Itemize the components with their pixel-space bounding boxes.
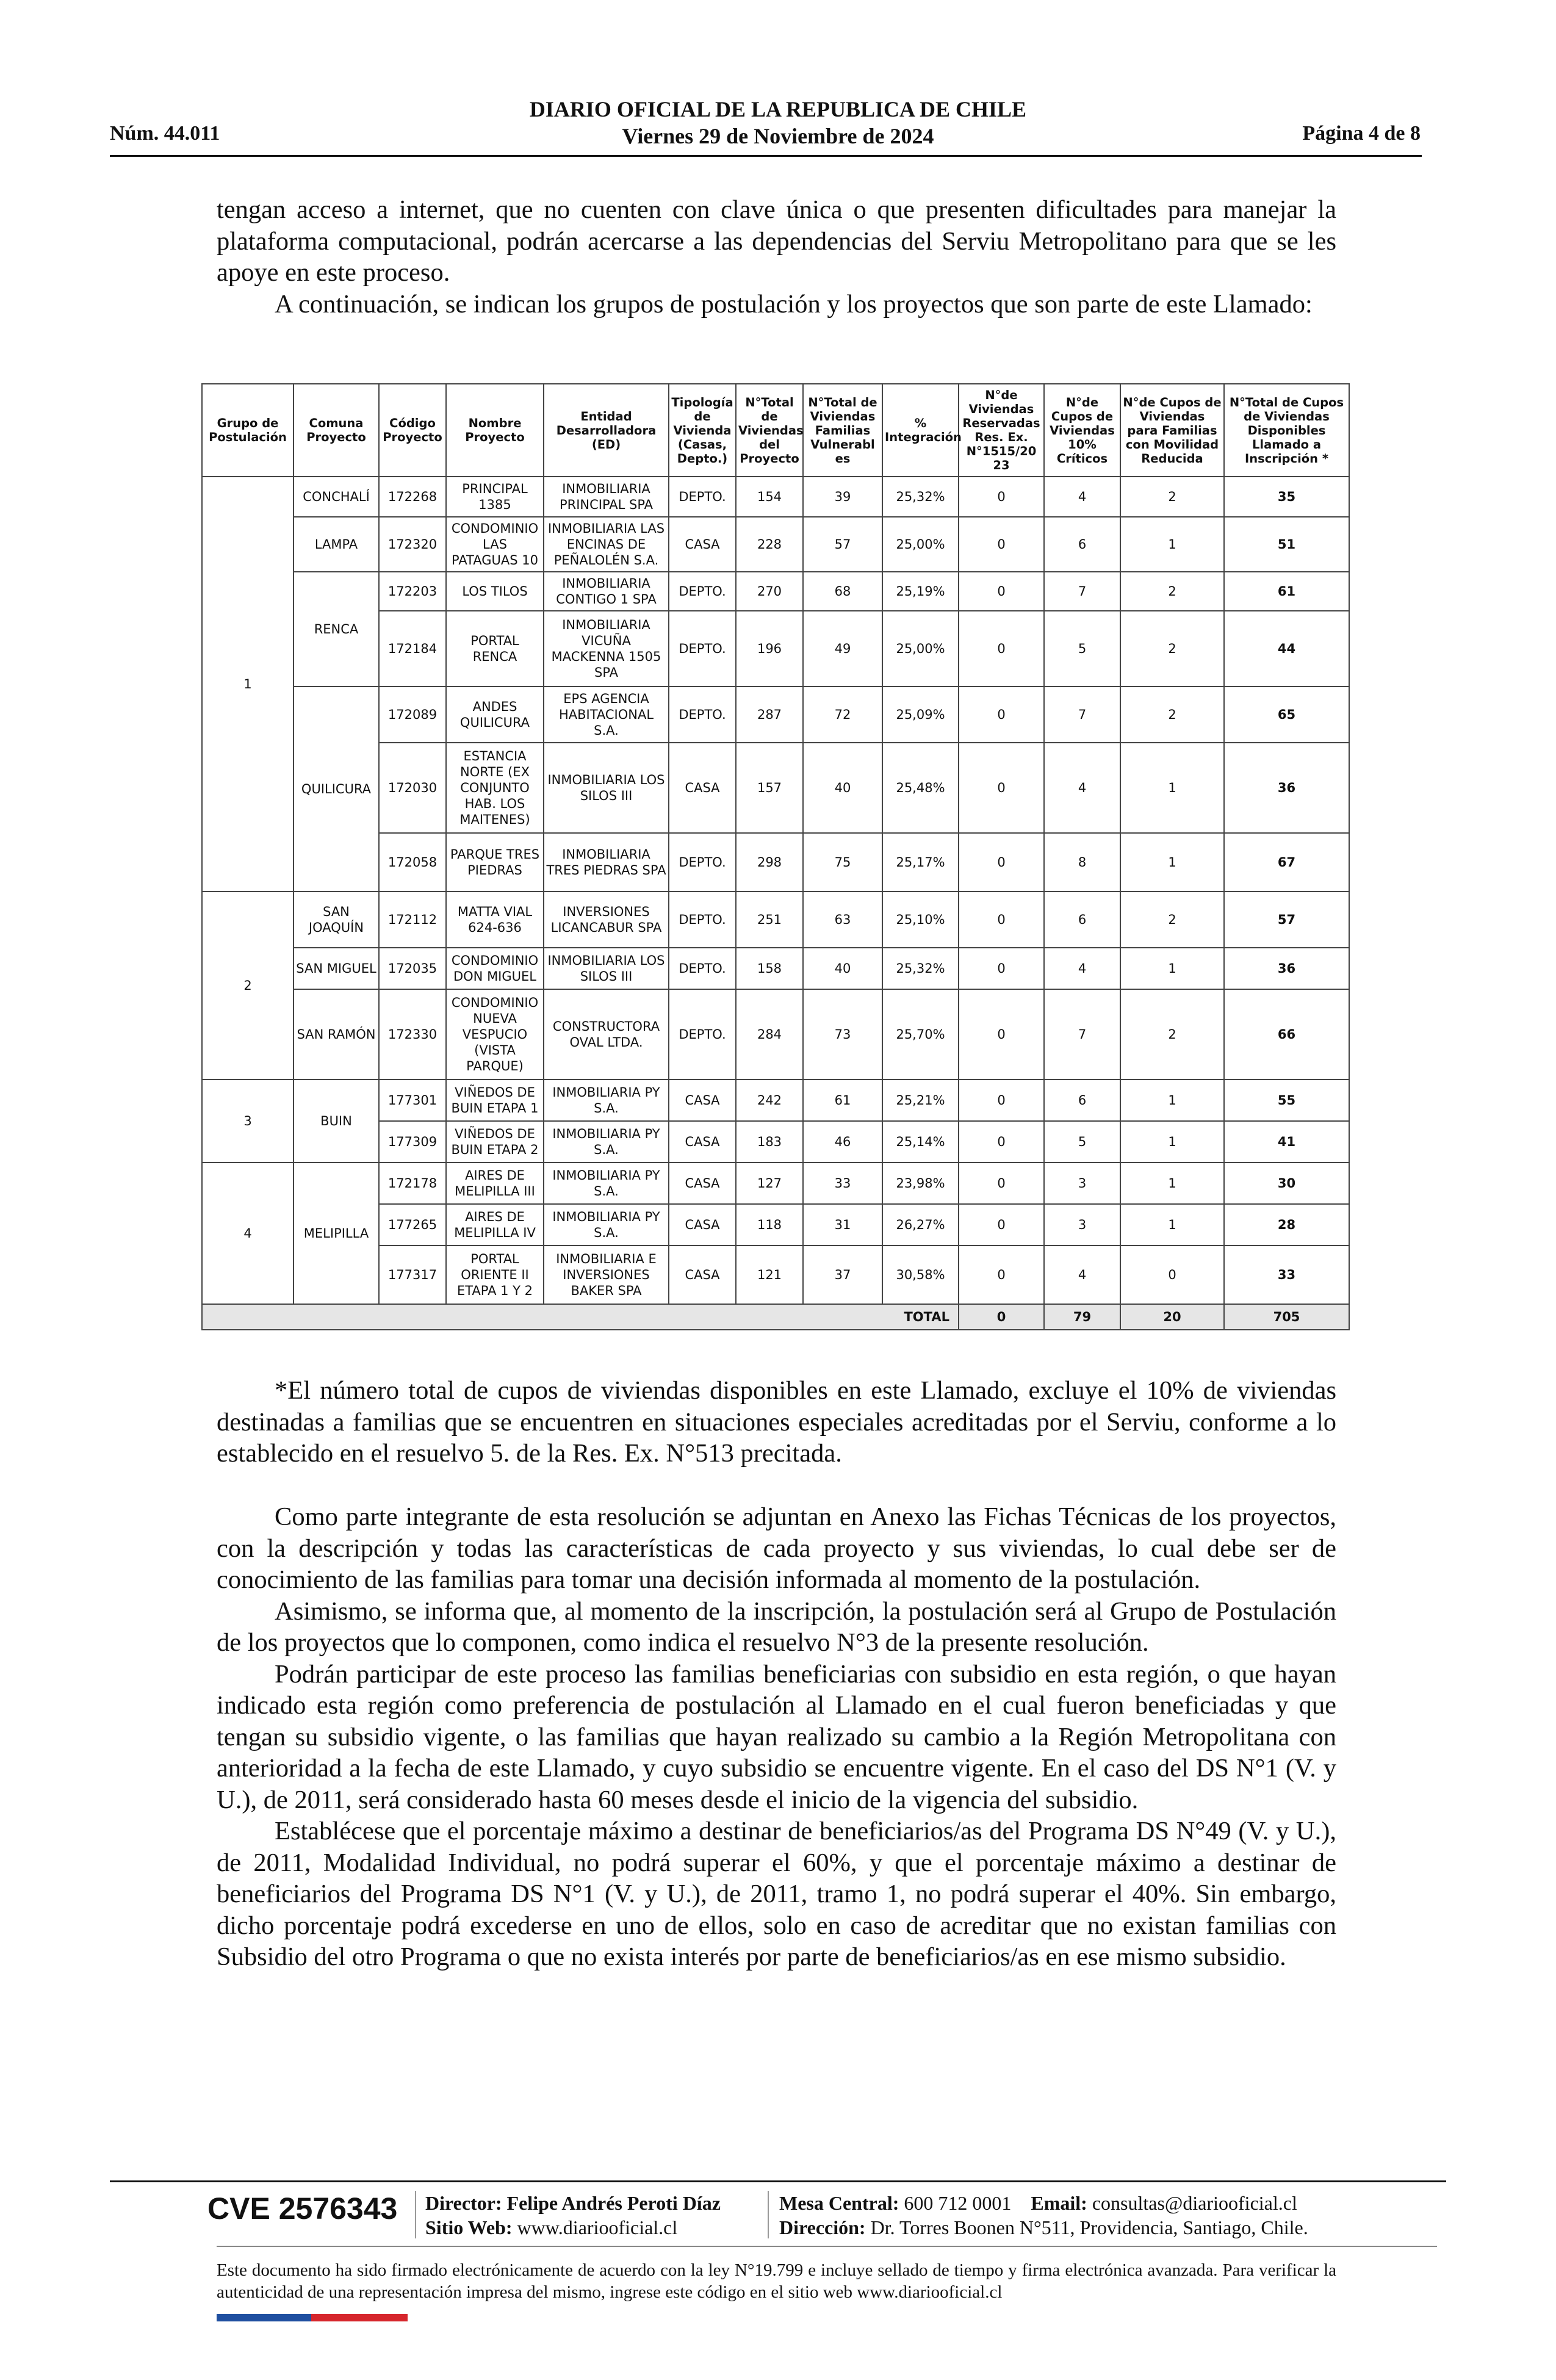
tipologia-cell: CASA	[669, 1204, 736, 1246]
integracion-cell: 30,58%	[882, 1246, 959, 1304]
integracion-cell: 26,27%	[882, 1204, 959, 1246]
criticos-cell: 4	[1044, 1246, 1120, 1304]
group-cell: 2	[202, 892, 294, 1080]
flag-stripe-red	[311, 2314, 408, 2321]
integracion-cell: 23,98%	[882, 1163, 959, 1204]
disponibles-cell: 61	[1224, 572, 1349, 611]
column-header: Entidad Desarrolladora (ED)	[544, 384, 669, 477]
column-header: Código Proyecto	[379, 384, 446, 477]
disponibles-cell: 41	[1224, 1121, 1349, 1163]
entidad-cell: INMOBILIARIA CONTIGO 1 SPA	[544, 572, 669, 611]
projects-table	[201, 383, 1350, 1330]
integracion-cell: 25,10%	[882, 892, 959, 948]
cve-code: CVE 2576343	[207, 2191, 398, 2226]
table-row	[202, 687, 1349, 743]
codigo-cell: 172330	[379, 989, 446, 1080]
intro-paragraph-2: A continuación, se indican los grupos de postulación y los proyectos que son parte de este Llamado:	[275, 289, 1313, 319]
movilidad-cell: 1	[1120, 948, 1224, 989]
issue-number: Núm. 44.011	[110, 122, 220, 145]
column-header: N°Total de Viviendas del Proyecto	[736, 384, 803, 477]
vulnerables-cell: 68	[803, 572, 882, 611]
reservadas-cell: 0	[959, 1080, 1044, 1121]
nombre-cell: PARQUE TRES PIEDRAS	[446, 833, 544, 892]
column-header: Grupo de Postulación	[202, 384, 294, 477]
tipologia-cell: DEPTO.	[669, 948, 736, 989]
criticos-cell: 4	[1044, 743, 1120, 833]
nombre-cell: LOS TILOS	[446, 572, 544, 611]
reservadas-cell: 0	[959, 611, 1044, 687]
group-cell: 3	[202, 1080, 294, 1163]
total-label: TOTAL	[202, 1304, 959, 1330]
body-paragraph-2: Asimismo, se informa que, al momento de la inscripción, la postulación será al Grupo de Postulación de los proyectos que lo componen, como indica el resuelvo N°3 de la presente resolución.	[217, 1596, 1336, 1657]
criticos-cell: 5	[1044, 1121, 1120, 1163]
movilidad-cell: 0	[1120, 1246, 1224, 1304]
entidad-cell: INMOBILIARIA PY S.A.	[544, 1204, 669, 1246]
nombre-cell: PORTAL RENCA	[446, 611, 544, 687]
email-label: Email:	[1031, 2192, 1087, 2214]
table-row	[202, 1163, 1349, 1204]
footer-contact-block	[779, 2191, 1308, 2240]
disponibles-cell: 66	[1224, 989, 1349, 1080]
codigo-cell: 172112	[379, 892, 446, 948]
nombre-cell: VIÑEDOS DE BUIN ETAPA 2	[446, 1121, 544, 1163]
table-row	[202, 517, 1349, 572]
comuna-cell: SAN RAMÓN	[294, 989, 379, 1080]
tipologia-cell: CASA	[669, 1080, 736, 1121]
disponibles-cell: 30	[1224, 1163, 1349, 1204]
body-text	[217, 1501, 1336, 1973]
comuna-cell: SAN JOAQUÍN	[294, 892, 379, 948]
comuna-cell: SAN MIGUEL	[294, 948, 379, 989]
vulnerables-cell: 49	[803, 611, 882, 687]
nombre-cell: AIRES DE MELIPILLA IV	[446, 1204, 544, 1246]
vulnerables-cell: 33	[803, 1163, 882, 1204]
table-total-row	[202, 1304, 1349, 1330]
comuna-cell: RENCA	[294, 572, 379, 687]
vulnerables-cell: 75	[803, 833, 882, 892]
reservadas-cell: 0	[959, 989, 1044, 1080]
movilidad-cell: 2	[1120, 611, 1224, 687]
disponibles-cell: 35	[1224, 477, 1349, 517]
disponibles-cell: 28	[1224, 1204, 1349, 1246]
codigo-cell: 172268	[379, 477, 446, 517]
movilidad-cell: 2	[1120, 989, 1224, 1080]
footer-divider	[110, 2180, 1446, 2182]
nombre-cell: ESTANCIA NORTE (EX CONJUNTO HAB. LOS MAITENES)	[446, 743, 544, 833]
group-cell: 1	[202, 477, 294, 892]
total-viviendas-cell: 157	[736, 743, 803, 833]
reservadas-cell: 0	[959, 1204, 1044, 1246]
vulnerables-cell: 73	[803, 989, 882, 1080]
nombre-cell: VIÑEDOS DE BUIN ETAPA 1	[446, 1080, 544, 1121]
intro-paragraph-1: tengan acceso a internet, que no cuenten con clave única o que presenten dificultades para manejar la plataforma computacional, podrán acercarse a las dependencias del Serviu Metropolitano para que se les apoye en este proceso.	[217, 195, 1336, 287]
integracion-cell: 25,32%	[882, 948, 959, 989]
tipologia-cell: CASA	[669, 743, 736, 833]
footer-legal-text: Este documento ha sido firmado electrónicamente de acuerdo con la ley N°19.799 e incluye sellado de tiempo y firma electrónica avanzada. Para verificar la autenticidad de una representación impresa del mismo, ingrese este código en el sitio web www.diariooficial.cl	[217, 2260, 1336, 2302]
movilidad-cell: 1	[1120, 743, 1224, 833]
comuna-cell: BUIN	[294, 1080, 379, 1163]
entidad-cell: INMOBILIARIA VICUÑA MACKENNA 1505 SPA	[544, 611, 669, 687]
table-row	[202, 948, 1349, 989]
codigo-cell: 172089	[379, 687, 446, 743]
codigo-cell: 172178	[379, 1163, 446, 1204]
column-header: % Integración	[882, 384, 959, 477]
integracion-cell: 25,19%	[882, 572, 959, 611]
entidad-cell: INMOBILIARIA LAS ENCINAS DE PEÑALOLÉN S.A.	[544, 517, 669, 572]
total-viviendas-cell: 284	[736, 989, 803, 1080]
total-viviendas-cell: 183	[736, 1121, 803, 1163]
body-paragraph-3: Podrán participar de este proceso las familias beneficiarias con subsidio en esta región, o que hayan indicado esta región como preferencia de postulación al Llamado en el cual fueron beneficiadas y que tengan su subsidio vigente, o las familias que hayan realizado su cambio a la Región Metropolitana con anterioridad a la fecha de este Llamado, y cuyo subsidio se encuentre vigente. En el caso del DS N°1 (V. y U.), de 2011, será considerado hasta 60 meses desde el inicio de la vigencia del subsidio.	[217, 1659, 1336, 1814]
reservadas-cell: 0	[959, 517, 1044, 572]
table-row	[202, 989, 1349, 1080]
movilidad-cell: 2	[1120, 687, 1224, 743]
total-viviendas-cell: 154	[736, 477, 803, 517]
site-link[interactable]: www.diariooficial.cl	[517, 2216, 678, 2238]
integracion-cell: 25,09%	[882, 687, 959, 743]
issue-date: Viernes 29 de Noviembre de 2024	[622, 124, 934, 148]
entidad-cell: CONSTRUCTORA OVAL LTDA.	[544, 989, 669, 1080]
nombre-cell: CONDOMINIO NUEVA VESPUCIO (VISTA PARQUE)	[446, 989, 544, 1080]
tipologia-cell: DEPTO.	[669, 833, 736, 892]
total-viviendas-cell: 121	[736, 1246, 803, 1304]
footer-director-block	[425, 2191, 721, 2240]
entidad-cell: INMOBILIARIA PY S.A.	[544, 1163, 669, 1204]
codigo-cell: 177301	[379, 1080, 446, 1121]
tipologia-cell: DEPTO.	[669, 477, 736, 517]
criticos-cell: 6	[1044, 1080, 1120, 1121]
body-paragraph-4: Establécese que el porcentaje máximo a destinar de beneficiarios/as del Programa DS N°49 (V. y U.), de 2011, Modalidad Individual, no podrá superar el 60%, y que el porcentaje máximo a destinar de beneficiarios del Programa DS N°1 (V. y U.), de 2011, tramo 1, no podrá superar el 40%. Sin embargo, dicho porcentaje podrá excederse en uno de ellos, solo en caso de acreditar que no existan familias con Subsidio del otro Programa o que no exista interés por parte de beneficiarios/as en ese mismo subsidio.	[217, 1817, 1336, 1971]
disponibles-cell: 33	[1224, 1246, 1349, 1304]
director-name: Felipe Andrés Peroti Díaz	[506, 2192, 721, 2214]
entidad-cell: EPS AGENCIA HABITACIONAL S.A.	[544, 687, 669, 743]
address-label: Dirección:	[779, 2216, 866, 2238]
disponibles-cell: 65	[1224, 687, 1349, 743]
footer-separator	[415, 2191, 416, 2238]
intro-text	[217, 194, 1336, 320]
integracion-cell: 25,32%	[882, 477, 959, 517]
criticos-cell: 6	[1044, 892, 1120, 948]
entidad-cell: INMOBILIARIA TRES PIEDRAS SPA	[544, 833, 669, 892]
tipologia-cell: DEPTO.	[669, 611, 736, 687]
header-divider	[110, 155, 1422, 157]
reservadas-cell: 0	[959, 743, 1044, 833]
entidad-cell: INMOBILIARIA PRINCIPAL SPA	[544, 477, 669, 517]
entidad-cell: INVERSIONES LICANCABUR SPA	[544, 892, 669, 948]
codigo-cell: 172203	[379, 572, 446, 611]
entidad-cell: INMOBILIARIA PY S.A.	[544, 1080, 669, 1121]
table-row	[202, 477, 1349, 517]
nombre-cell: PRINCIPAL 1385	[446, 477, 544, 517]
nombre-cell: CONDOMINIO LAS PATAGUAS 10	[446, 517, 544, 572]
movilidad-cell: 2	[1120, 477, 1224, 517]
movilidad-cell: 1	[1120, 833, 1224, 892]
email-link[interactable]: consultas@diariooficial.cl	[1092, 2192, 1297, 2214]
nombre-cell: CONDOMINIO DON MIGUEL	[446, 948, 544, 989]
projects-table-wrapper	[201, 383, 1349, 1330]
criticos-cell: 6	[1044, 517, 1120, 572]
movilidad-cell: 1	[1120, 1163, 1224, 1204]
total-viviendas-cell: 196	[736, 611, 803, 687]
criticos-cell: 4	[1044, 477, 1120, 517]
disponibles-cell: 67	[1224, 833, 1349, 892]
body-paragraph-1: Como parte integrante de esta resolución se adjuntan en Anexo las Fichas Técnicas de los proyectos, con la descripción y todas las características de cada proyecto y sus viviendas, lo cual debe ser de conocimiento de las familias para tomar una decisión informada al momento de la postulación.	[217, 1502, 1336, 1594]
integracion-cell: 25,21%	[882, 1080, 959, 1121]
criticos-cell: 5	[1044, 611, 1120, 687]
director-label: Director:	[425, 2192, 502, 2214]
table-header-row	[202, 384, 1349, 477]
codigo-cell: 172058	[379, 833, 446, 892]
vulnerables-cell: 63	[803, 892, 882, 948]
note-text	[217, 1375, 1336, 1469]
movilidad-cell: 2	[1120, 892, 1224, 948]
criticos-cell: 7	[1044, 572, 1120, 611]
total-criticos: 79	[1044, 1304, 1120, 1330]
reservadas-cell: 0	[959, 572, 1044, 611]
integracion-cell: 25,00%	[882, 611, 959, 687]
mesa-label: Mesa Central:	[779, 2192, 899, 2214]
total-viviendas-cell: 270	[736, 572, 803, 611]
tipologia-cell: DEPTO.	[669, 687, 736, 743]
column-header: N°Total de Cupos de Viviendas Disponibles Llamado a Inscripción *	[1224, 384, 1349, 477]
criticos-cell: 4	[1044, 948, 1120, 989]
total-viviendas-cell: 298	[736, 833, 803, 892]
codigo-cell: 177309	[379, 1121, 446, 1163]
reservadas-cell: 0	[959, 1246, 1044, 1304]
total-viviendas-cell: 158	[736, 948, 803, 989]
codigo-cell: 172320	[379, 517, 446, 572]
integracion-cell: 25,17%	[882, 833, 959, 892]
column-header: Tipología de Vivienda (Casas, Depto.)	[669, 384, 736, 477]
reservadas-cell: 0	[959, 948, 1044, 989]
tipologia-cell: DEPTO.	[669, 572, 736, 611]
flag-stripe-blue	[217, 2314, 311, 2321]
disponibles-cell: 51	[1224, 517, 1349, 572]
movilidad-cell: 1	[1120, 1204, 1224, 1246]
criticos-cell: 7	[1044, 989, 1120, 1080]
tipologia-cell: CASA	[669, 517, 736, 572]
codigo-cell: 177317	[379, 1246, 446, 1304]
criticos-cell: 3	[1044, 1204, 1120, 1246]
tipologia-cell: DEPTO.	[669, 989, 736, 1080]
reservadas-cell: 0	[959, 833, 1044, 892]
tipologia-cell: DEPTO.	[669, 892, 736, 948]
nombre-cell: ANDES QUILICURA	[446, 687, 544, 743]
total-viviendas-cell: 228	[736, 517, 803, 572]
total-viviendas-cell: 287	[736, 687, 803, 743]
codigo-cell: 172030	[379, 743, 446, 833]
tipologia-cell: CASA	[669, 1246, 736, 1304]
entidad-cell: INMOBILIARIA LOS SILOS III	[544, 948, 669, 989]
vulnerables-cell: 46	[803, 1121, 882, 1163]
criticos-cell: 3	[1044, 1163, 1120, 1204]
vulnerables-cell: 61	[803, 1080, 882, 1121]
criticos-cell: 7	[1044, 687, 1120, 743]
comuna-cell: LAMPA	[294, 517, 379, 572]
nombre-cell: MATTA VIAL 624-636	[446, 892, 544, 948]
vulnerables-cell: 40	[803, 948, 882, 989]
disponibles-cell: 55	[1224, 1080, 1349, 1121]
column-header: N°de Cupos de Viviendas 10% Críticos	[1044, 384, 1120, 477]
reservadas-cell: 0	[959, 892, 1044, 948]
footer-separator	[768, 2191, 769, 2238]
vulnerables-cell: 31	[803, 1204, 882, 1246]
column-header: N°Total de Viviendas Familias Vulnerabl es	[803, 384, 882, 477]
total-viviendas-cell: 127	[736, 1163, 803, 1204]
reservadas-cell: 0	[959, 477, 1044, 517]
total-viviendas-cell: 118	[736, 1204, 803, 1246]
column-header: Nombre Proyecto	[446, 384, 544, 477]
comuna-cell: QUILICURA	[294, 687, 379, 892]
integracion-cell: 25,14%	[882, 1121, 959, 1163]
movilidad-cell: 1	[1120, 517, 1224, 572]
group-cell: 4	[202, 1163, 294, 1304]
tipologia-cell: CASA	[669, 1163, 736, 1204]
nombre-cell: AIRES DE MELIPILLA III	[446, 1163, 544, 1204]
reservadas-cell: 0	[959, 1163, 1044, 1204]
reservadas-cell: 0	[959, 1121, 1044, 1163]
vulnerables-cell: 57	[803, 517, 882, 572]
footer-divider-secondary	[217, 2246, 1437, 2247]
comuna-cell: CONCHALÍ	[294, 477, 379, 517]
criticos-cell: 8	[1044, 833, 1120, 892]
total-viviendas-cell: 251	[736, 892, 803, 948]
vulnerables-cell: 37	[803, 1246, 882, 1304]
disponibles-cell: 36	[1224, 948, 1349, 989]
disponibles-cell: 57	[1224, 892, 1349, 948]
page-indicator: Página 4 de 8	[1302, 122, 1421, 145]
total-disponibles: 705	[1224, 1304, 1349, 1330]
movilidad-cell: 2	[1120, 572, 1224, 611]
column-header: N°de Viviendas Reservadas Res. Ex. N°1515/20 23	[959, 384, 1044, 477]
table-row	[202, 892, 1349, 948]
newspaper-title: DIARIO OFICIAL DE LA REPUBLICA DE CHILE	[529, 97, 1027, 121]
integracion-cell: 25,00%	[882, 517, 959, 572]
entidad-cell: INMOBILIARIA E INVERSIONES BAKER SPA	[544, 1246, 669, 1304]
address-text: Dr. Torres Boonen N°511, Providencia, Santiago, Chile.	[870, 2216, 1308, 2238]
tipologia-cell: CASA	[669, 1121, 736, 1163]
disponibles-cell: 36	[1224, 743, 1349, 833]
vulnerables-cell: 39	[803, 477, 882, 517]
entidad-cell: INMOBILIARIA LOS SILOS III	[544, 743, 669, 833]
note-paragraph: *El número total de cupos de viviendas disponibles en este Llamado, excluye el 10% de viviendas destinadas a familias que se encuentren en situaciones especiales acreditadas por el Serviu, conforme a lo establecido en el resuelvo 5. de la Res. Ex. N°513 precitada.	[217, 1376, 1336, 1468]
column-header: Comuna Proyecto	[294, 384, 379, 477]
integracion-cell: 25,48%	[882, 743, 959, 833]
vulnerables-cell: 40	[803, 743, 882, 833]
movilidad-cell: 1	[1120, 1080, 1224, 1121]
total-movilidad: 20	[1120, 1304, 1224, 1330]
codigo-cell: 172035	[379, 948, 446, 989]
table-row	[202, 572, 1349, 611]
column-header: N°de Cupos de Viviendas para Familias con Movilidad Reducida	[1120, 384, 1224, 477]
site-label: Sitio Web:	[425, 2216, 513, 2238]
vulnerables-cell: 72	[803, 687, 882, 743]
comuna-cell: MELIPILLA	[294, 1163, 379, 1304]
integracion-cell: 25,70%	[882, 989, 959, 1080]
codigo-cell: 172184	[379, 611, 446, 687]
entidad-cell: INMOBILIARIA PY S.A.	[544, 1121, 669, 1163]
total-reservadas: 0	[959, 1304, 1044, 1330]
mesa-phone: 600 712 0001	[904, 2192, 1012, 2214]
nombre-cell: PORTAL ORIENTE II ETAPA 1 Y 2	[446, 1246, 544, 1304]
movilidad-cell: 1	[1120, 1121, 1224, 1163]
reservadas-cell: 0	[959, 687, 1044, 743]
table-row	[202, 1080, 1349, 1121]
total-viviendas-cell: 242	[736, 1080, 803, 1121]
codigo-cell: 177265	[379, 1204, 446, 1246]
disponibles-cell: 44	[1224, 611, 1349, 687]
